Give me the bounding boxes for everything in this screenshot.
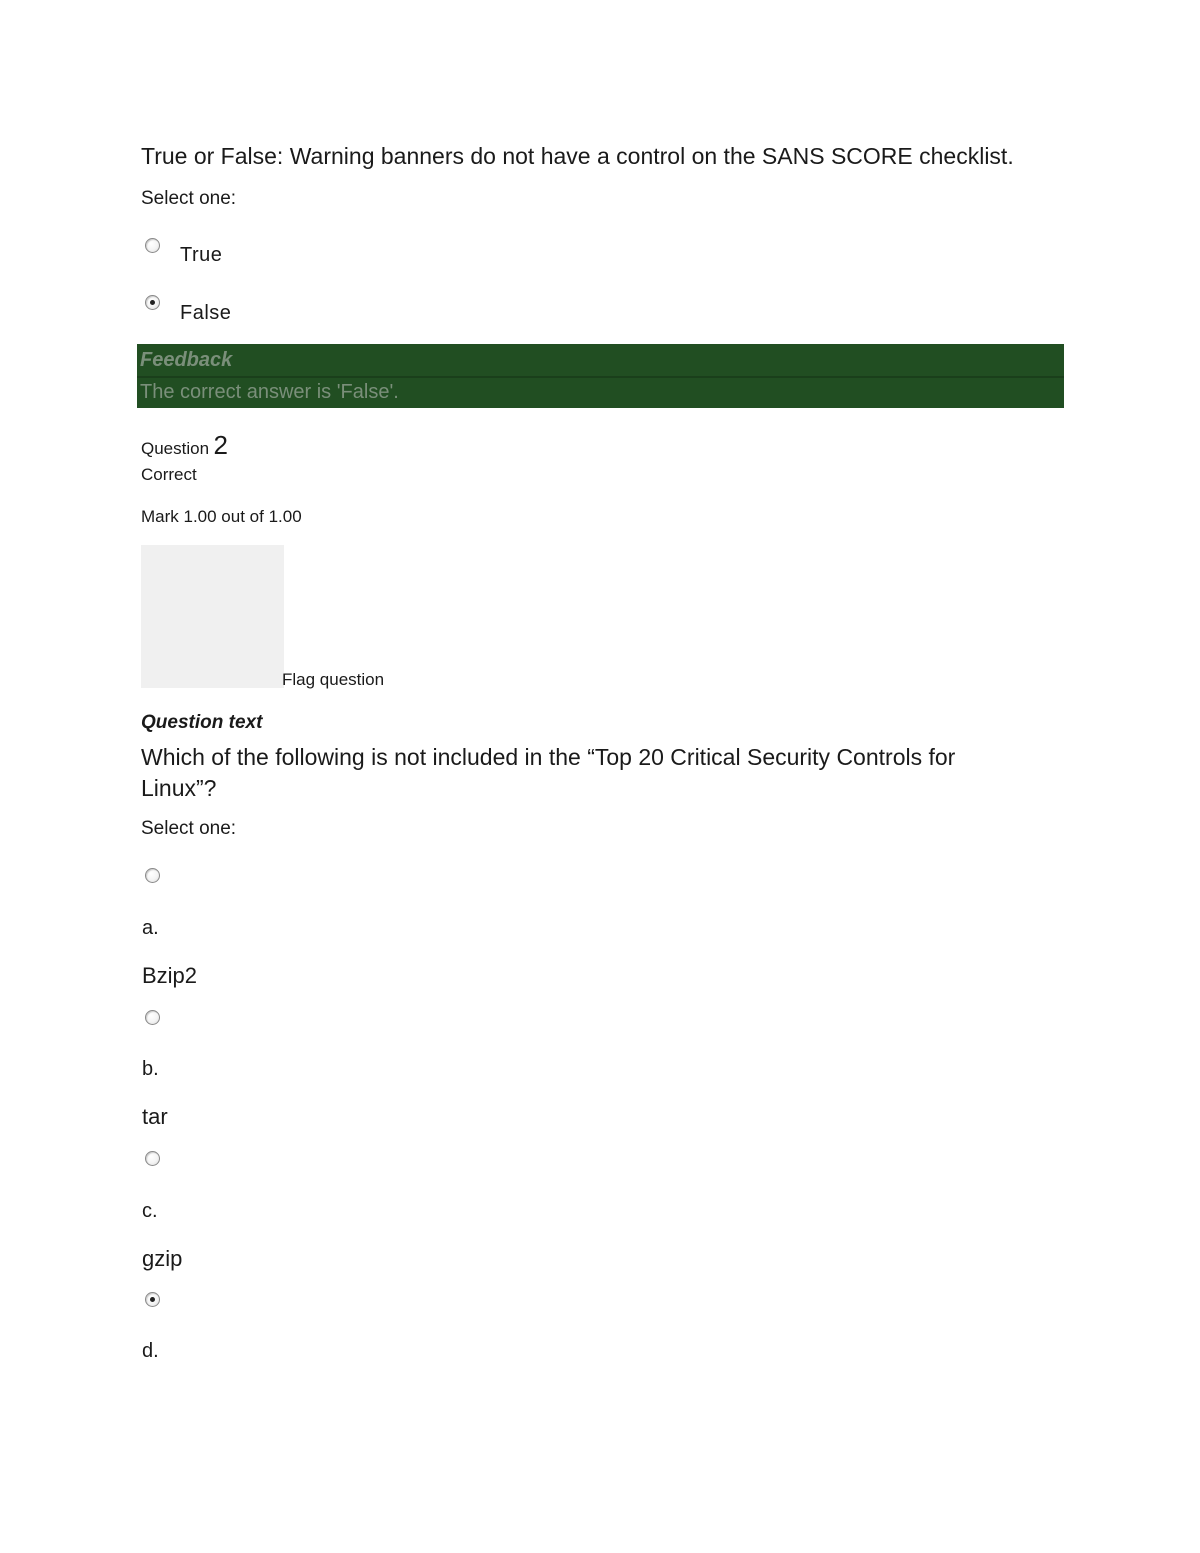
question-1-select-label: Select one: [141, 188, 237, 209]
option-a-letter[interactable]: a. [142, 917, 159, 939]
option-true-label[interactable]: True [180, 244, 223, 266]
question-2-select-label: Select one: [141, 818, 237, 839]
flag-question-link[interactable]: Flag question [282, 670, 385, 689]
feedback-text: The correct answer is 'False'. [140, 381, 399, 403]
option-b-letter[interactable]: b. [142, 1058, 159, 1080]
option-c-letter[interactable]: c. [142, 1200, 158, 1222]
question-1-text: True or False: Warning banners do not have a control on the SANS SCORE checklist. [141, 143, 1014, 169]
question-mark: Mark 1.00 out of 1.00 [141, 507, 302, 526]
option-b-radio[interactable] [145, 1010, 160, 1025]
option-d-letter[interactable]: d. [142, 1340, 159, 1362]
question-2-heading [141, 430, 228, 461]
option-false-label[interactable]: False [180, 302, 232, 324]
option-b-answer[interactable]: tar [142, 1104, 168, 1129]
flag-question-icon[interactable] [141, 545, 284, 688]
feedback-divider [137, 376, 1064, 378]
option-c-radio[interactable] [145, 1151, 160, 1166]
question-2-text: Which of the following is not included in the “Top 20 Critical Security Controls for Linux”? [141, 744, 956, 801]
option-false-radio[interactable] [145, 295, 160, 310]
question-heading-word: Question [141, 439, 210, 458]
option-true-radio[interactable] [145, 238, 160, 253]
option-a-answer[interactable]: Bzip2 [142, 963, 198, 988]
question-number: 2 [213, 430, 228, 460]
feedback-title: Feedback [140, 349, 233, 371]
option-a-radio[interactable] [145, 868, 160, 883]
feedback-panel [137, 344, 1064, 408]
question-status: Correct [141, 465, 197, 484]
option-d-radio[interactable] [145, 1292, 160, 1307]
option-c-answer[interactable]: gzip [142, 1246, 183, 1271]
question-text-heading: Question text [141, 712, 263, 733]
